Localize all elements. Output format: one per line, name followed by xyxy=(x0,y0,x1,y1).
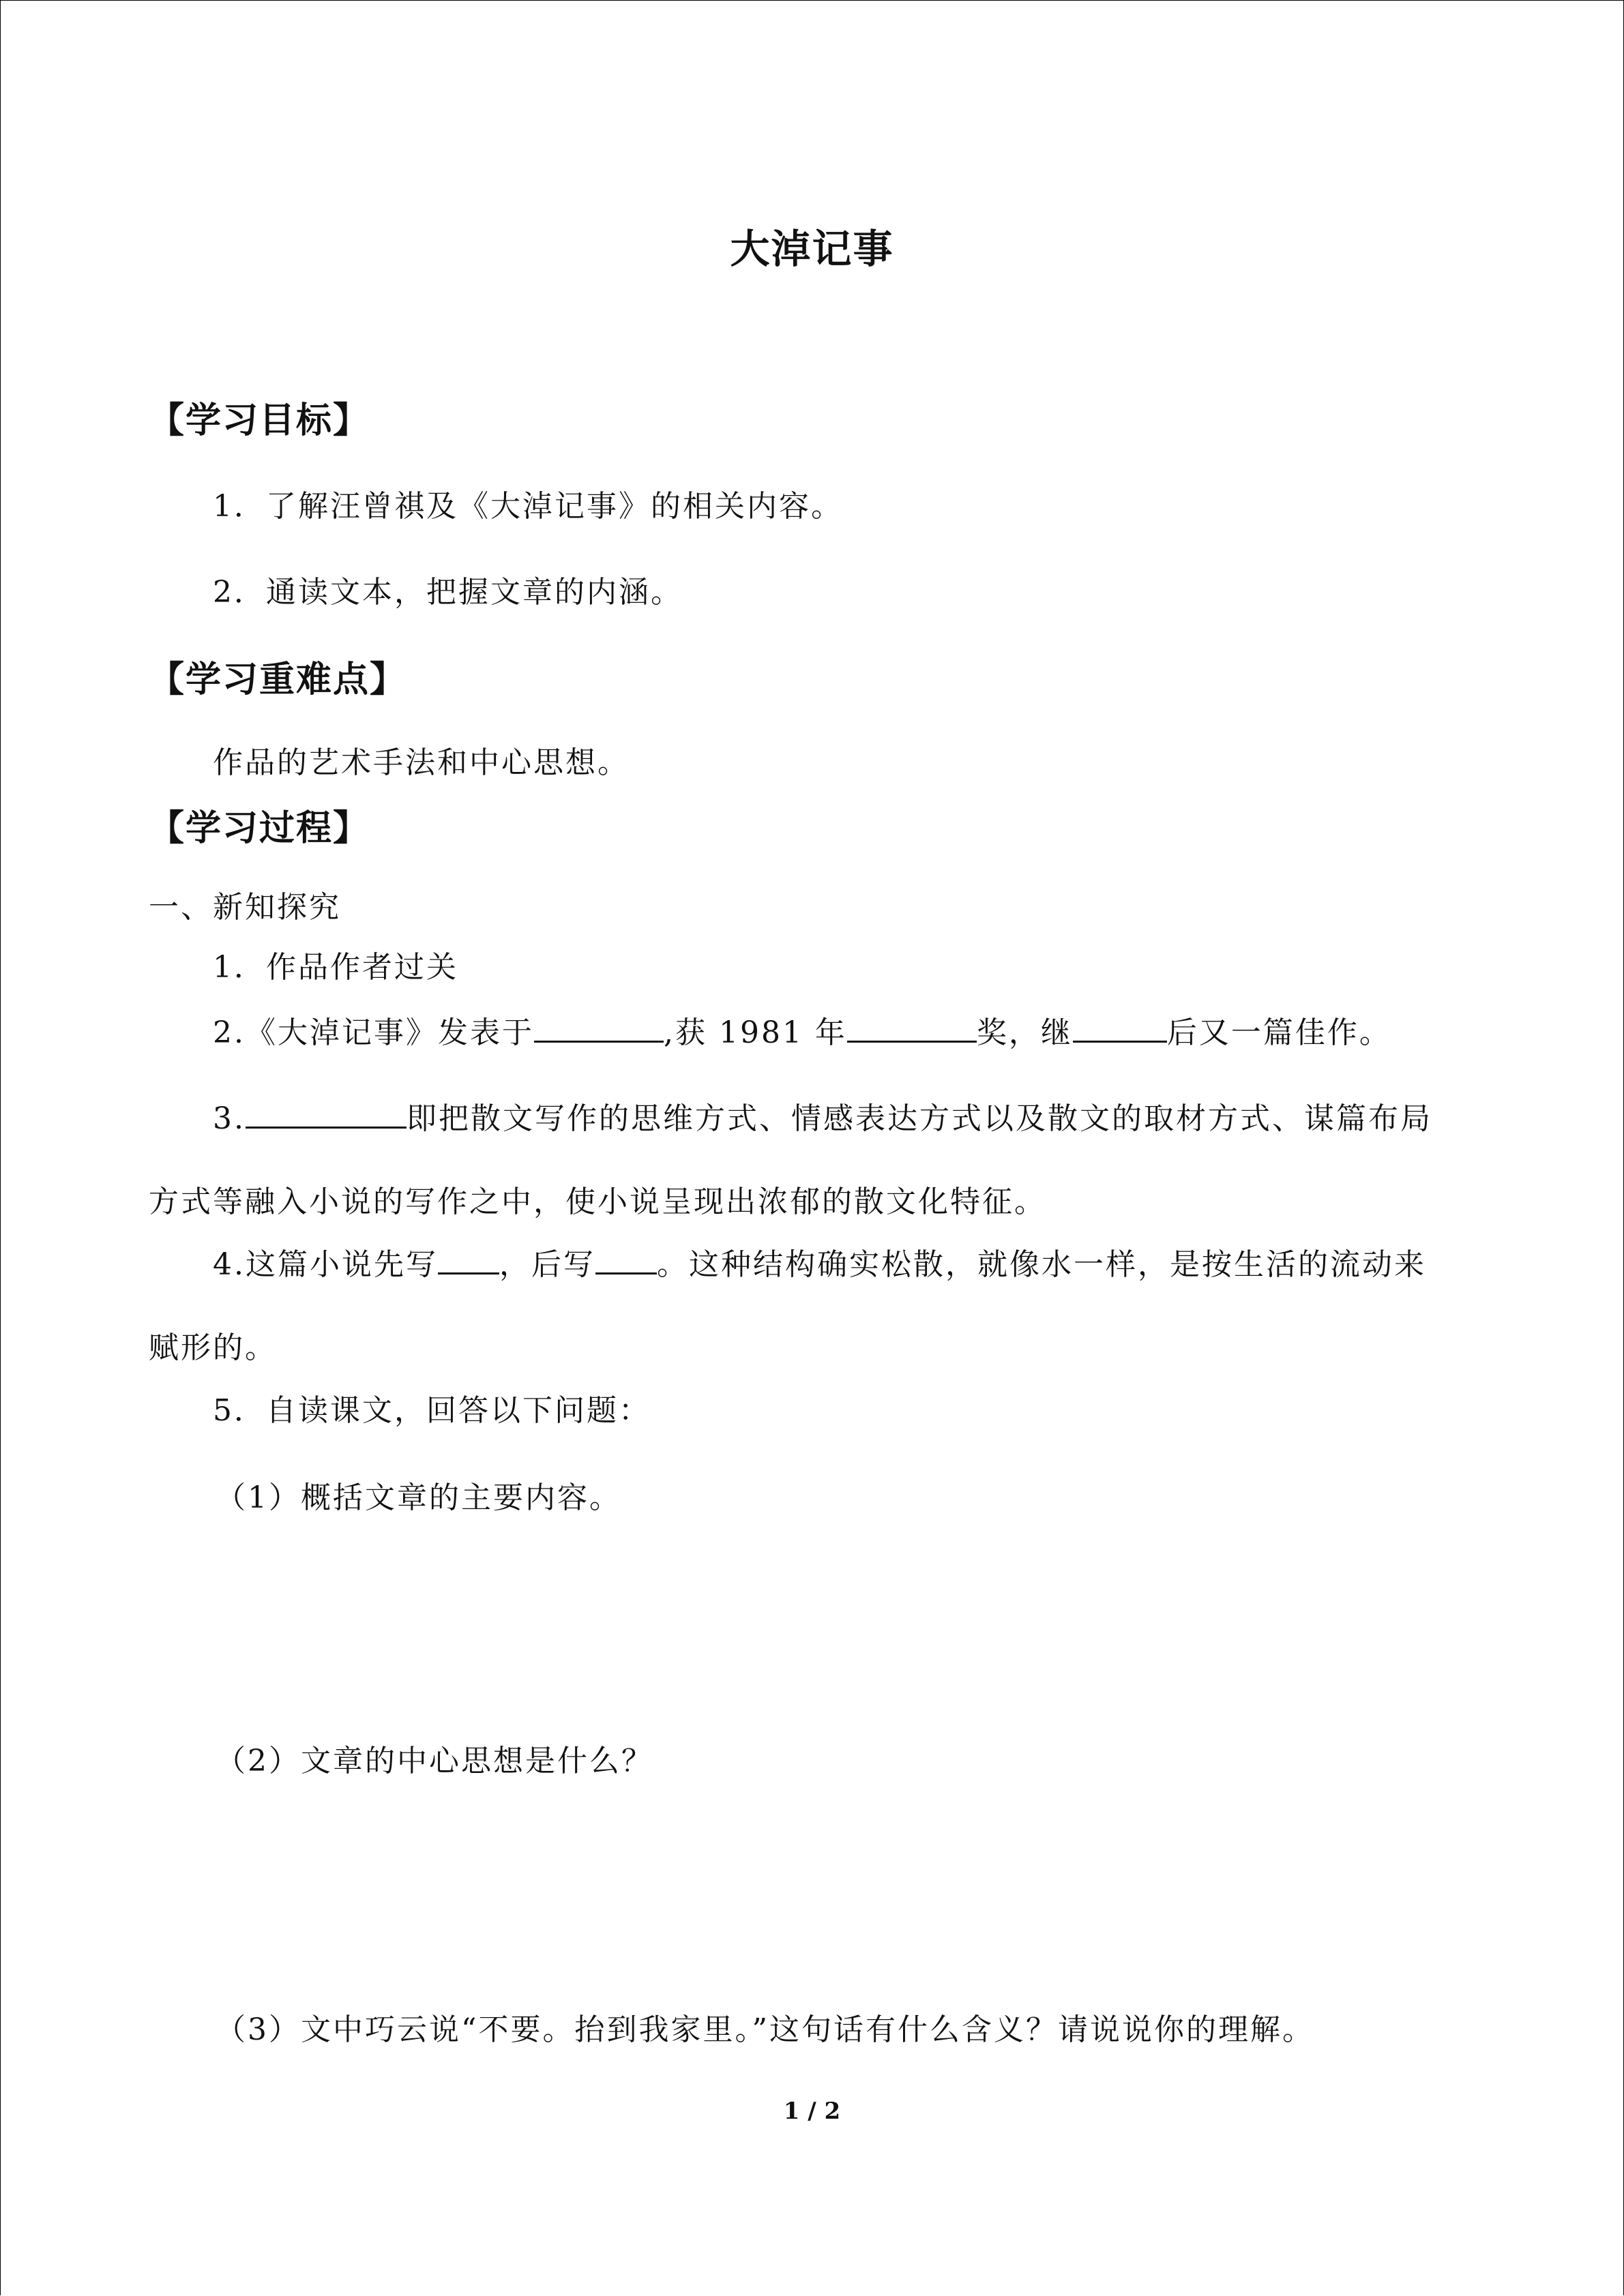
question-3-text: 即把散文写作的思维方式、情感表达方式以及散文的取材方式、谋篇布局 xyxy=(406,1101,1432,1136)
question-2-part-a: 2.《大淖记事》发表于 xyxy=(213,1015,534,1050)
question-4-part-a: 4.这篇小说先写 xyxy=(213,1247,438,1282)
document-title: 大淖记事 xyxy=(730,226,894,272)
blank-then-write[interactable] xyxy=(595,1245,657,1274)
question-3-num: 3. xyxy=(213,1101,246,1136)
question-3-line-1 xyxy=(213,1094,1432,1137)
sub-question-1: （1）概括文章的主要内容。 xyxy=(216,1480,621,1515)
question-2 xyxy=(213,1008,1391,1052)
key-points-heading: 【学习重难点】 xyxy=(149,659,407,700)
blank-published-date[interactable] xyxy=(534,1013,664,1043)
sub-question-3: （3）文中巧云说“不要。抬到我家里。”这句话有什么含义？请说说你的理解。 xyxy=(216,2012,1314,2047)
question-4-line-1 xyxy=(213,1240,1426,1283)
sub-question-2: （2）文章的中心思想是什么？ xyxy=(216,1744,653,1778)
objective-item-1: 1．了解汪曾祺及《大淖记事》的相关内容。 xyxy=(213,489,843,524)
question-2-part-c: 奖，继 xyxy=(976,1015,1073,1050)
process-heading: 【学习过程】 xyxy=(149,808,370,849)
question-2-part-b: ,获 1981 年 xyxy=(663,1015,847,1050)
objective-item-2: 2．通读文本，把握文章的内涵。 xyxy=(213,575,683,610)
question-2-part-d: 后又一篇佳作。 xyxy=(1166,1015,1391,1050)
blank-award[interactable] xyxy=(847,1013,977,1043)
key-points-text: 作品的艺术手法和中心思想。 xyxy=(213,745,630,780)
question-4-part-b: ，后写 xyxy=(499,1247,595,1282)
part1-label: 一、新知探究 xyxy=(149,890,341,925)
objectives-heading: 【学习目标】 xyxy=(149,400,370,441)
question-5: 5．自读课文，回答以下问题： xyxy=(213,1393,651,1428)
blank-previous-work[interactable] xyxy=(1073,1013,1167,1043)
blank-first-write[interactable] xyxy=(438,1245,499,1274)
question-4-part-c: 。这种结构确实松散，就像水一样，是按生活的流动来 xyxy=(656,1247,1426,1282)
page-number: 1 / 2 xyxy=(783,2098,841,2125)
question-3-line-2: 方式等融入小说的写作之中，使小说呈现出浓郁的散文化特征。 xyxy=(149,1184,1046,1219)
question-4-line-2: 赋形的。 xyxy=(149,1330,277,1365)
question-1: 1．作品作者过关 xyxy=(213,950,458,985)
blank-q3[interactable] xyxy=(246,1099,407,1129)
